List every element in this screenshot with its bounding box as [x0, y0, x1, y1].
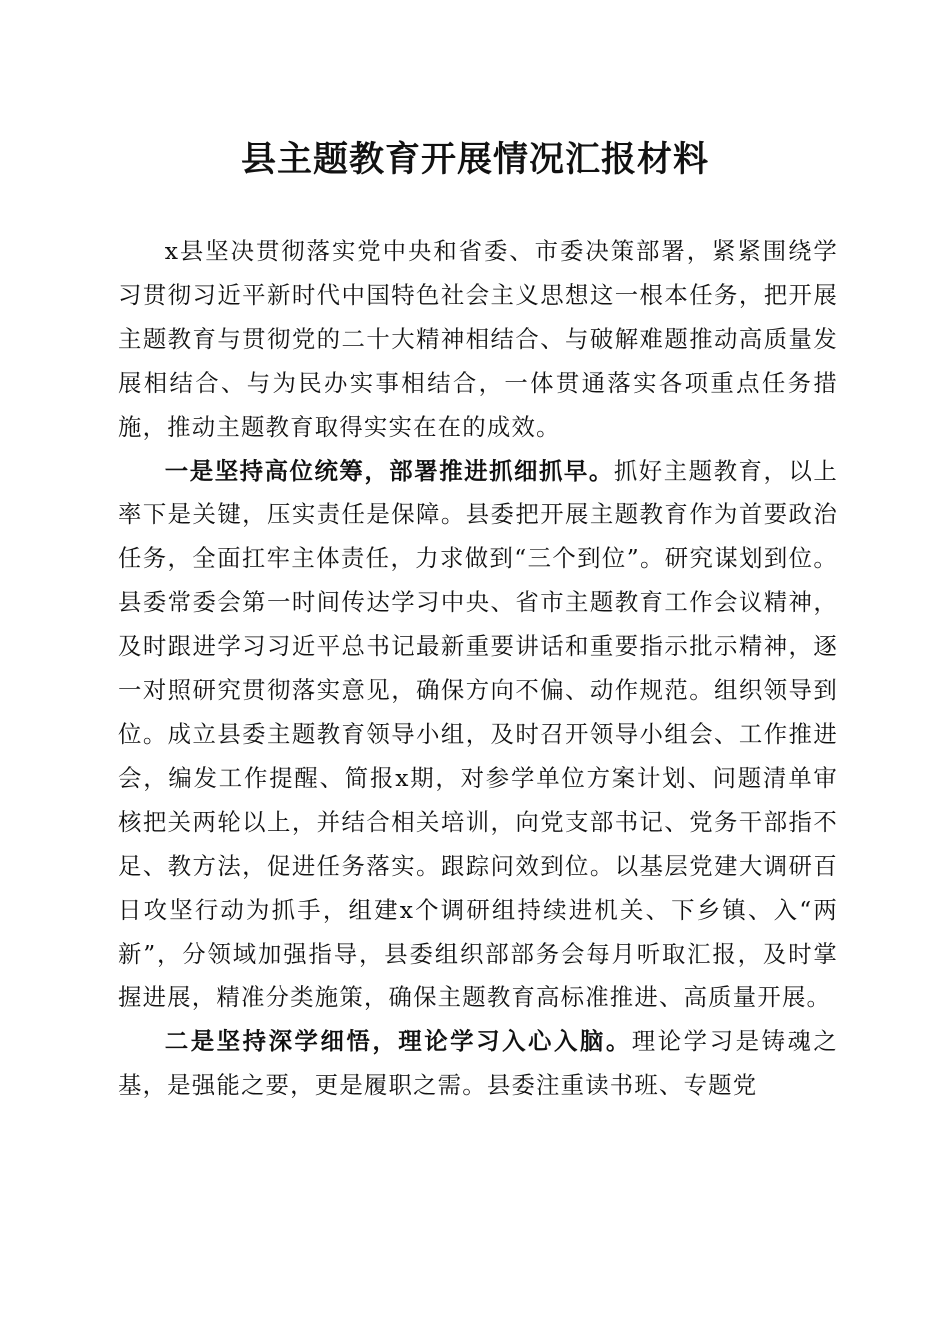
section-1-text: 抓好主题教育，以上率下是关键，压实责任是保障。县委把开展主题教育作为首要政治任务，全面扛牢主体责任，力求做到“三个到位”。研究谋划到位。县委常委会第一时间传达学习中央、省市主题教育工作会议精神，及时跟进学习习近平总书记最新重要讲话和重要指示批示精神，逐一对照研究贯彻落实意见，确保方向不偏、动作规范。组织领导到位。成立县委主题教育领导小组，及时召开领导小组会、工作推进会，编发工作提醒、简报x期，对参学单位方案计划、问题清单审核把关两轮以上，并结合相关培训，向党支部书记、党务干部指不足、教方法，促进任务落实。跟踪问效到位。以基层党建大调研百日攻坚行动为抓手，组建x个调研组持续进机关、下乡镇、入“两新”，分领域加强指导，县委组织部部务会每月听取汇报，及时掌握进展，精准分类施策，确保主题教育高标准推进、高质量开展。 [118, 456, 838, 1012]
section-2-text: 理论学习是铸魂之基，是强能之要，更是履职之需。县委注重读书班、专题党 [118, 1027, 838, 1100]
section-paragraph-1 [118, 450, 838, 1021]
section-1-lead: 一是坚持高位统筹，部署推进抓细抓早。 [164, 456, 614, 485]
document-title: 县主题教育开展情况汇报材料 [240, 139, 709, 180]
intro-paragraph: x县坚决贯彻落实党中央和省委、市委决策部署，紧紧围绕学习贯彻习近平新时代中国特色社会主义思想这一根本任务，把开展主题教育与贯彻党的二十大精神相结合、与破解难题推动高质量发展相结合、与为民办实事相结合，一体贯通落实各项重点任务措施，推动主题教育取得实实在在的成效。 [118, 237, 838, 441]
section-2-lead: 二是坚持深学细悟，理论学习入心入脑。 [164, 1027, 632, 1056]
document-body [118, 230, 838, 1108]
section-paragraph-2 [118, 1020, 838, 1108]
